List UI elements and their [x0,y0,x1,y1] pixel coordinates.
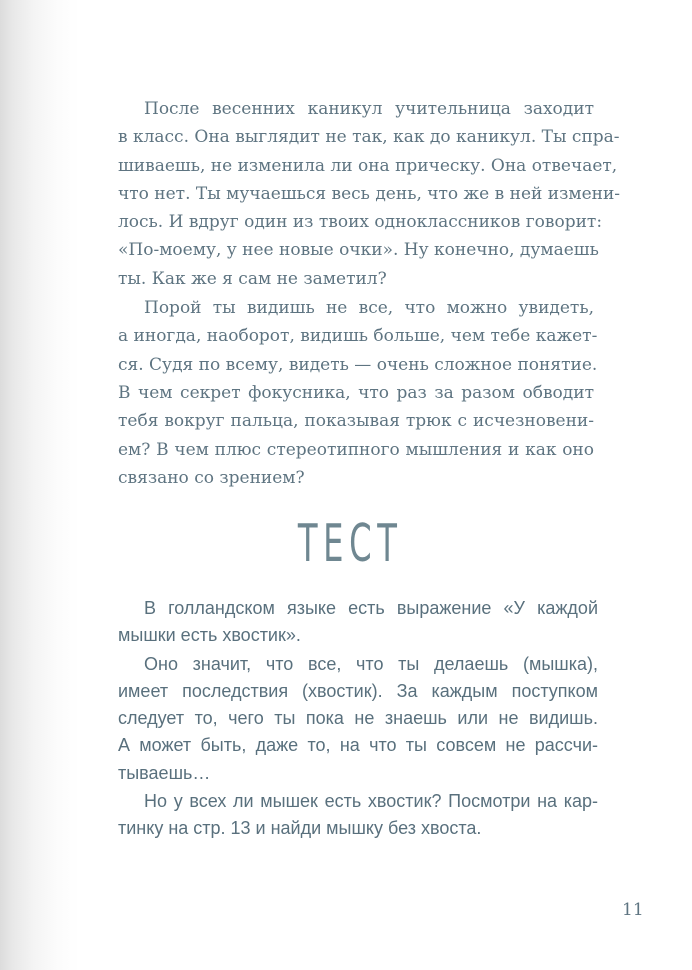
text-line: что нет. Ты мучаешься весь день, что же в ней измени- [118,183,621,204]
test-text [118,595,598,843]
text-line: шиваешь, не изменила ли она прическу. Она отвечает, [118,155,618,176]
text-line: имеет последствия (хвостик). За каждым поступком [118,680,598,701]
text-line: После весенних каникул учительница заходит [144,99,594,119]
page-number: 11 [622,900,644,920]
test-paragraph-3 [118,788,598,843]
text-line: тинку на стр. 13 и найди мышку без хвоста. [118,818,482,839]
intro-paragraph-2 [118,294,598,492]
text-line: ся. Судя по всему, видеть — очень сложное понятие. [118,354,598,375]
text-line: «По-моему, у нее новые очки». Ну конечно, думаешь [118,240,599,261]
text-line: а иногда, наоборот, видишь больше, чем тебе кажет- [118,326,598,347]
text-line: Порой ты видишь не все, что можно увидеть, [144,298,594,319]
text-line: следует то, чего ты пока не знаешь или не видишь. [118,708,598,729]
text-line: связано со зрением? [118,467,305,488]
text-line: ем? В чем плюс стереотипного мышления и как оно [118,439,594,460]
text-line: В голландском языке есть выражение «У каждой [144,598,598,618]
intro-paragraph-1 [118,95,621,293]
section-heading: ТЕСТ [297,514,403,574]
text-line: лось. И вдруг один из твоих одноклассников говорит: [118,212,603,233]
text-line: ты. Как же я сам не заметил? [118,268,387,289]
text-line: Но у всех ли мышек есть хвостик? Посмотри на кар- [144,791,598,812]
text-line: В чем секрет фокусника, что раз за разом обводит [118,382,594,403]
test-paragraph-2 [118,651,598,787]
text-line: Оно значит, что все, что ты делаешь (мышка), [144,653,598,674]
test-paragraph-1 [118,595,598,650]
text-line: мышки есть хвостик». [118,625,301,646]
text-line: в класс. Она выглядит не так, как до каникул. Ты спра- [118,127,620,148]
text-line: тываешь… [118,762,211,783]
text-line: А может быть, даже то, на что ты совсем не рассчи- [118,735,598,756]
text-line: тебя вокруг пальца, показывая трюк с исчезновени- [118,411,594,432]
intro-text [118,95,621,492]
